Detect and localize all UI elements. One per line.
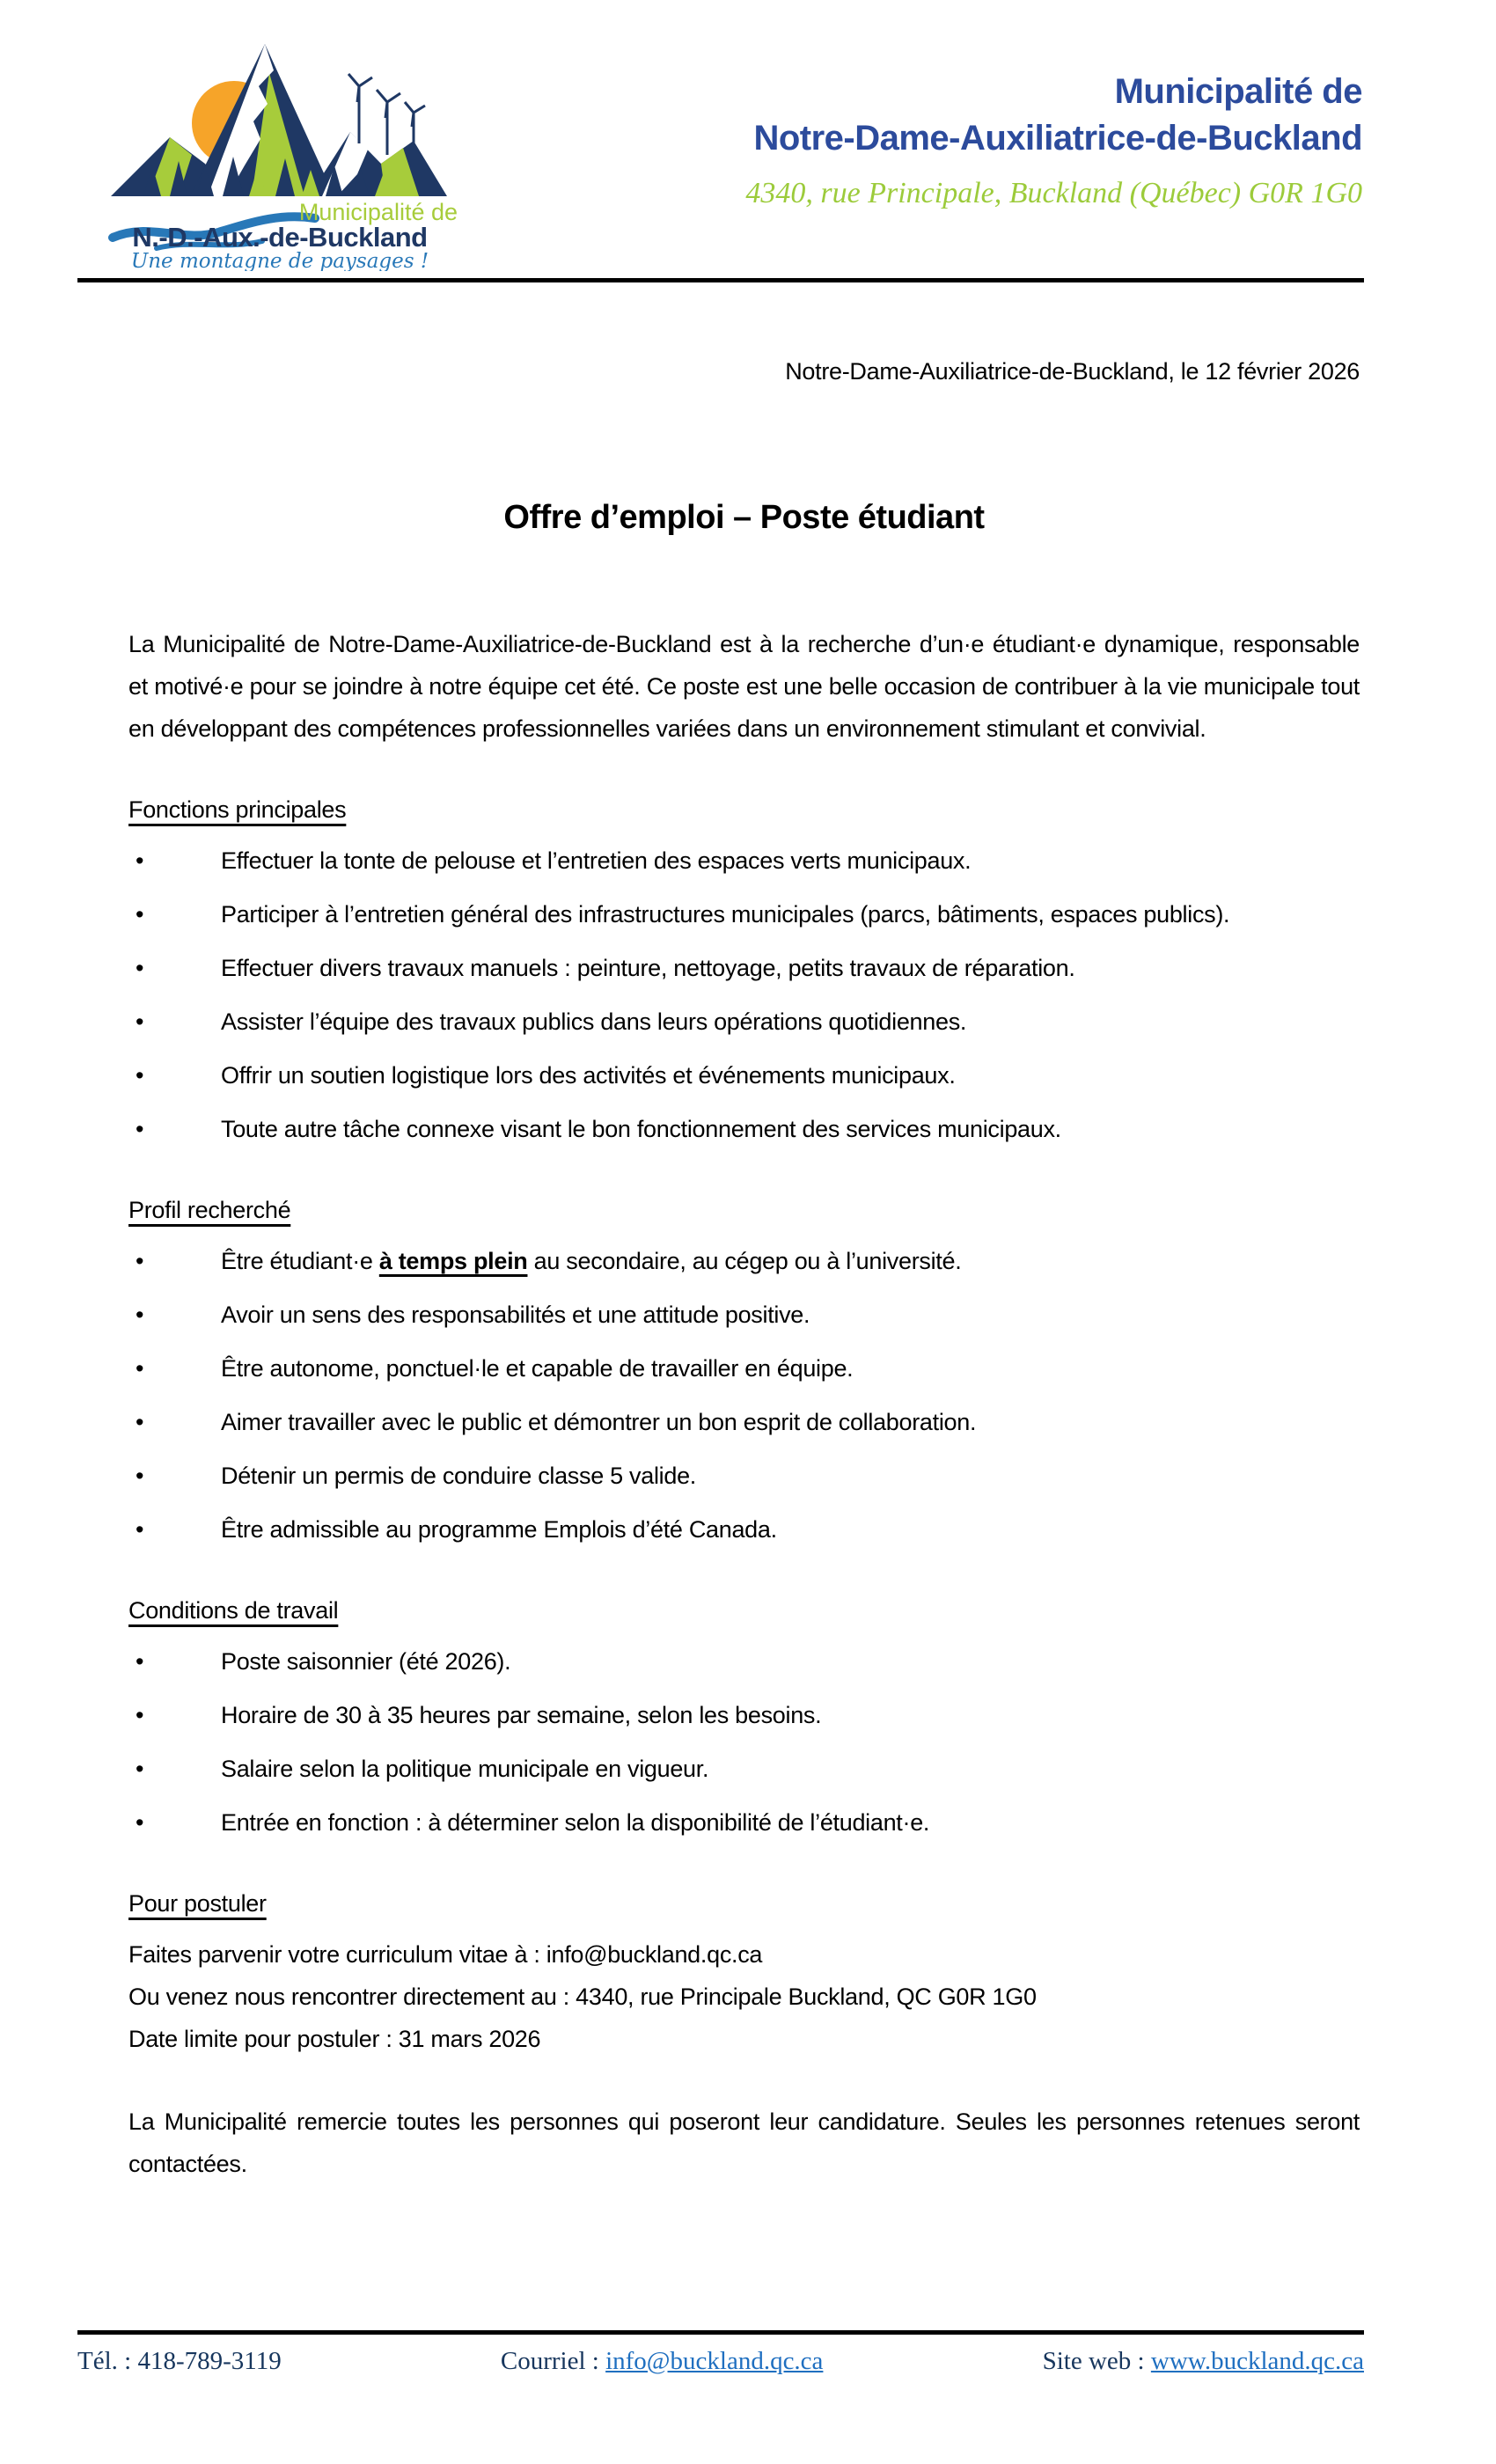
footer-website-label: Site web : <box>1042 2347 1151 2375</box>
list-item <box>128 947 1360 989</box>
list-item <box>128 1748 1360 1790</box>
closing-paragraph: La Municipalité remercie toutes les personnes qui poseront leur candidature. Seules les personnes retenues seront contactées. <box>128 2108 1360 2177</box>
list-item-text: Offrir un soutien logistique lors des activités et événements municipaux. <box>221 1062 956 1089</box>
list-item <box>128 1455 1360 1497</box>
footer-website-link[interactable]: www.buckland.qc.ca <box>1150 2347 1364 2375</box>
logo-municipalite-text: Municipalité de <box>298 199 458 225</box>
conditions-list <box>128 1640 1360 1844</box>
apply-address-line: Ou venez nous rencontrer directement au : 4340, rue Principale Buckland, QC G0R 1G0 <box>128 1984 1037 2010</box>
footer-website <box>1043 2347 1364 2376</box>
logo-tagline-text: Une montagne de paysages ! <box>130 250 429 271</box>
list-item <box>128 1294 1360 1336</box>
profil-item1-emphasis: à temps plein <box>378 1248 528 1274</box>
list-item <box>128 1240 1360 1282</box>
section-profil <box>128 1189 1360 1551</box>
org-name-line2: Notre-Dame-Auxiliatrice-de-Buckland <box>753 118 1362 158</box>
bullet-icon: • <box>136 1648 144 1675</box>
apply-deadline-line: Date limite pour postuler : 31 mars 2026 <box>128 2026 541 2052</box>
bullet-icon: • <box>136 1008 144 1035</box>
page-footer <box>77 2330 1364 2376</box>
letterhead <box>745 69 1362 213</box>
list-item-text: Poste saisonnier (été 2026). <box>221 1648 511 1675</box>
bullet-icon: • <box>136 1116 144 1142</box>
list-item <box>128 1347 1360 1390</box>
bullet-icon: • <box>136 1409 144 1435</box>
section-heading-postuler: Pour postuler <box>128 1890 267 1917</box>
page-title: Offre d’emploi – Poste étudiant <box>503 499 985 536</box>
bullet-icon: • <box>136 1756 144 1782</box>
list-item-text: Salaire selon la politique municipale en vigueur. <box>221 1756 709 1782</box>
apply-email-line: Faites parvenir votre curriculum vitae à : info@buckland.qc.ca <box>128 1941 763 1968</box>
list-item <box>128 1108 1360 1150</box>
profil-list <box>128 1240 1360 1551</box>
municipality-logo <box>95 33 465 271</box>
bullet-icon: • <box>136 1809 144 1836</box>
list-item-text: Être autonome, ponctuel·le et capable de travailler en équipe. <box>221 1355 854 1382</box>
list-item <box>128 840 1360 882</box>
profil-item1-suffix: au secondaire, au cégep ou à l’université. <box>527 1248 962 1274</box>
logo-name-text: N.-D.-Aux.-de-Buckland <box>132 222 428 253</box>
dateline: Notre-Dame-Auxiliatrice-de-Buckland, le 12 février 2026 <box>785 358 1360 385</box>
list-item <box>128 1054 1360 1096</box>
bullet-icon: • <box>136 1355 144 1382</box>
list-item-text: Horaire de 30 à 35 heures par semaine, selon les besoins. <box>221 1702 822 1728</box>
list-item-text: Toute autre tâche connexe visant le bon fonctionnement des services municipaux. <box>221 1116 1061 1142</box>
list-item <box>128 1001 1360 1043</box>
letter-body <box>128 282 1360 2209</box>
org-name-line1: Municipalité de <box>1114 72 1362 111</box>
list-item-text: Participer à l’entretien général des infrastructures municipales (parcs, bâtiments, espaces publics). <box>221 901 1230 928</box>
list-item-text: Aimer travailler avec le public et démontrer un bon esprit de collaboration. <box>221 1409 977 1435</box>
bullet-icon: • <box>136 1062 144 1089</box>
list-item <box>128 1401 1360 1443</box>
bullet-icon: • <box>136 1463 144 1489</box>
list-item-text: Avoir un sens des responsabilités et une attitude positive. <box>221 1302 810 1328</box>
section-conditions <box>128 1589 1360 1844</box>
list-item <box>128 893 1360 935</box>
list-item-text <box>221 1240 1360 1282</box>
bullet-icon: • <box>136 847 144 874</box>
intro-paragraph: La Municipalité de Notre-Dame-Auxiliatrice-de-Buckland est à la recherche d’un·e étudiant·e dynamique, responsable et motivé·e pour se joindre à notre équipe cet été. Ce poste est une belle occasion de contribuer à la vie municipale tout en développant des compétences professionnelles variées dans un environnement stimulant et convivial. <box>128 631 1360 742</box>
list-item <box>128 1640 1360 1683</box>
list-item-text: Assister l’équipe des travaux publics dans leurs opérations quotidiennes. <box>221 1008 967 1035</box>
footer-email <box>501 2347 824 2376</box>
bullet-icon: • <box>136 1248 144 1274</box>
footer-email-link[interactable]: info@buckland.qc.ca <box>605 2347 824 2375</box>
section-fonctions <box>128 788 1360 1150</box>
list-item <box>128 1801 1360 1844</box>
section-postuler <box>128 1882 1360 2060</box>
list-item-text: Effectuer la tonte de pelouse et l’entretien des espaces verts municipaux. <box>221 847 972 874</box>
bullet-icon: • <box>136 1302 144 1328</box>
section-heading-conditions: Conditions de travail <box>128 1597 339 1624</box>
list-item <box>128 1508 1360 1551</box>
bullet-icon: • <box>136 1702 144 1728</box>
footer-phone: Tél. : 418-789-3119 <box>77 2347 282 2375</box>
bullet-icon: • <box>136 955 144 981</box>
list-item-text: Être admissible au programme Emplois d’été Canada. <box>221 1516 777 1543</box>
list-item-text: Détenir un permis de conduire classe 5 valide. <box>221 1463 696 1489</box>
fonctions-list <box>128 840 1360 1150</box>
bullet-icon: • <box>136 1516 144 1543</box>
list-item <box>128 1694 1360 1736</box>
org-address: 4340, rue Principale, Buckland (Québec) G0R 1G0 <box>745 176 1362 209</box>
footer-email-label: Courriel : <box>500 2347 606 2375</box>
section-heading-profil: Profil recherché <box>128 1197 291 1223</box>
list-item-text: Effectuer divers travaux manuels : peinture, nettoyage, petits travaux de réparation. <box>221 955 1075 981</box>
list-item-text: Entrée en fonction : à déterminer selon la disponibilité de l’étudiant·e. <box>221 1809 930 1836</box>
section-heading-fonctions: Fonctions principales <box>128 796 347 823</box>
profil-item1-prefix: Être étudiant·e <box>221 1248 379 1274</box>
bullet-icon: • <box>136 901 144 928</box>
